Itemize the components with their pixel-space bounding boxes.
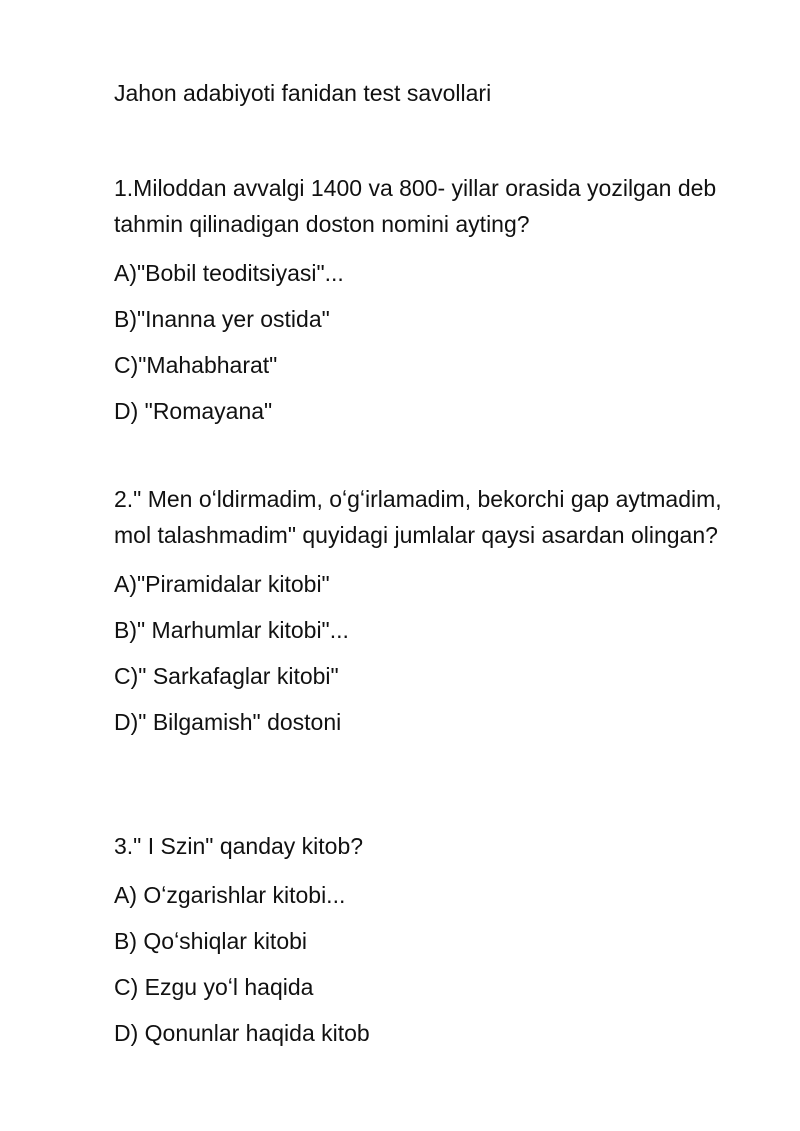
option-c: C) Ezgu yoʻl haqida [114,974,314,1000]
option-b: B)"Inanna yer ostida" [114,306,330,332]
option-a: A)"Bobil teoditsiyasi"... [114,260,344,286]
question-text: 1.Miloddan avvalgi 1400 va 800- yillar orasida yozilgan deb tahmin qilinadigan doston nomini ayting? [114,175,717,237]
question-1 [114,170,734,426]
option-d: D) Qonunlar haqida kitob [114,1020,370,1046]
option-a: A) Oʻzgarishlar kitobi... [114,882,346,908]
question-text: 3." I Szin" qanday kitob? [114,833,364,859]
option-c: C)" Sarkafaglar kitobi" [114,663,339,689]
question-2 [114,481,734,737]
document-title: Jahon adabiyoti fanidan test savollari [114,80,492,106]
question-3 [114,828,734,1048]
answer-options [114,569,734,737]
question-text: 2." Men oʻldirmadim, oʻgʻirlamadim, bekorchi gap aytmadim, mol talashmadim" quyidagi jumlalar qaysi asardan olingan? [114,486,722,548]
option-c: C)"Mahabharat" [114,352,278,378]
option-b: B) Qoʻshiqlar kitobi [114,928,308,954]
option-b: B)" Marhumlar kitobi"... [114,617,349,643]
option-a: A)"Piramidalar kitobi" [114,571,330,597]
option-d: D) "Romayana" [114,398,273,424]
option-d: D)" Bilgamish" dostoni [114,709,342,735]
answer-options [114,880,734,1048]
answer-options [114,258,734,426]
